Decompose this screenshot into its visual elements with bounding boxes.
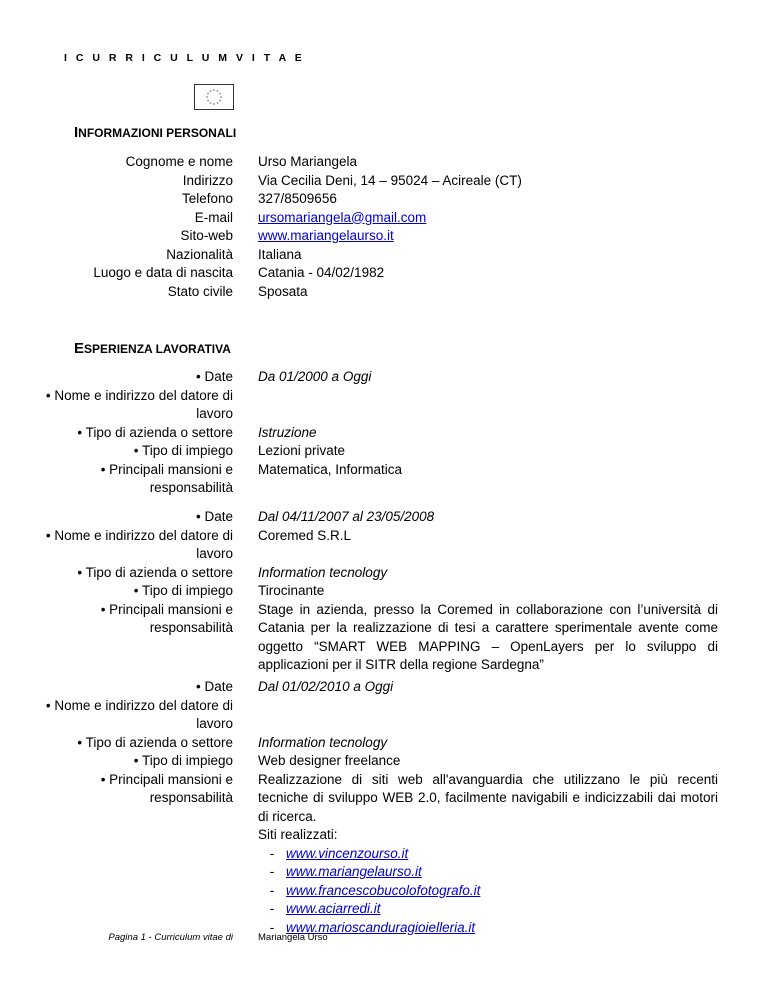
footer-page-info: Pagina 1 - Curriculum vitae di	[108, 932, 233, 943]
label-employer: • Nome e indirizzo del datore di	[45, 697, 233, 713]
label-duties: • Principali mansioni e	[100, 771, 233, 787]
job-2-duties: Stage in azienda, presso la Coremed in collaborazione con l’università di Catania per la realizzazione di tesi a carattere sperimentale avente come oggetto “SMART WEB MAPPING – OpenLayers per lo sviluppo di applicazioni per il SITR della regione Sardegna”	[258, 601, 718, 672]
label-job: • Tipo di impiego	[133, 583, 233, 598]
label-employer-cont: lavoro	[196, 716, 233, 731]
label-civil-status: Stato civile	[167, 283, 233, 299]
section-heading-experience: ESPERIENZA LAVORATIVA	[74, 340, 231, 357]
bullet-dash: -	[269, 864, 275, 879]
value-address: Via Cecilia Deni, 14 – 95024 – Acireale (CT)	[258, 172, 522, 188]
personal-labels	[93, 153, 233, 301]
website-link[interactable]: www.mariangelaurso.it	[258, 228, 394, 243]
label-duties-cont: responsabilità	[149, 790, 233, 805]
bullet-dash: -	[269, 919, 275, 935]
job-3-job: Web designer freelance	[258, 753, 401, 768]
label-duties: • Principali mansioni e	[100, 461, 233, 477]
value-nationality: Italiana	[258, 246, 302, 262]
label-date: • Date	[196, 679, 233, 694]
job-2-values	[258, 508, 718, 675]
job-3-duties: Realizzazione di siti web all'avanguardia che utilizzano le più recenti tecniche di sviluppo WEB 2.0, facilmente navigabili e indicizzabili dai motori di ricerca.	[258, 771, 718, 824]
label-sector: • Tipo di azienda o settore	[77, 424, 233, 440]
site-link[interactable]: www.vincenzourso.it	[286, 845, 409, 861]
label-address: Indirizzo	[182, 172, 233, 188]
site-link[interactable]: www.aciarredi.it	[286, 901, 381, 916]
label-job: • Tipo di impiego	[133, 753, 233, 768]
job-2-date: Dal 04/11/2007 al 23/05/2008	[258, 509, 435, 524]
label-duties: • Principali mansioni e	[100, 601, 233, 617]
job-2-labels	[46, 508, 233, 638]
section-heading-personal: INFORMAZIONI PERSONALI	[74, 124, 237, 141]
email-link[interactable]: ursomariangela@gmail.com	[258, 209, 427, 225]
job-2-job: Tirocinante	[258, 583, 325, 598]
job-3-employer	[258, 697, 718, 716]
sites-list	[258, 845, 718, 938]
value-phone: 327/8509656	[258, 191, 337, 206]
job-1-job: Lezioni private	[258, 443, 346, 458]
label-date: • Date	[196, 509, 233, 524]
personal-values	[258, 153, 522, 301]
value-birth: Catania - 04/02/1982	[258, 265, 385, 280]
eu-flag-icon	[194, 84, 234, 110]
job-1-employer	[258, 387, 402, 406]
label-birth: Luogo e data di nascita	[93, 265, 233, 280]
job-3-values	[258, 678, 718, 937]
label-employer-cont: lavoro	[196, 546, 233, 561]
label-employer: • Nome e indirizzo del datore di	[45, 387, 233, 403]
label-sector: • Tipo di azienda o settore	[77, 734, 233, 750]
footer-author: Mariangela Urso	[258, 932, 328, 943]
label-job: • Tipo di impiego	[133, 443, 233, 458]
bullet-dash: -	[269, 845, 275, 861]
label-sector: • Tipo di azienda o settore	[77, 564, 233, 580]
label-duties-cont: responsabilità	[149, 620, 233, 635]
site-link[interactable]: www.mariangelaurso.it	[286, 864, 422, 879]
sites-label: Siti realizzati:	[258, 827, 338, 842]
job-1-duties: Matematica, Informatica	[258, 461, 403, 477]
label-date: • Date	[196, 369, 233, 384]
bullet-dash: -	[269, 882, 275, 898]
value-name: Urso Mariangela	[258, 154, 358, 169]
job-1-values	[258, 368, 402, 479]
site-link[interactable]: www.francescobucolofotografo.it	[286, 882, 481, 898]
job-1-sector: Istruzione	[258, 424, 317, 440]
label-employer-cont: lavoro	[196, 406, 233, 421]
job-1-date: Da 01/2000 a Oggi	[258, 369, 372, 384]
job-2-sector: Information tecnology	[258, 564, 388, 580]
value-civil-status: Sposata	[258, 283, 308, 299]
job-3-date: Dal 01/02/2010 a Oggi	[258, 679, 394, 694]
label-name: Cognome e nome	[125, 154, 233, 169]
label-nationality: Nazionalità	[166, 246, 233, 262]
label-website: Sito-web	[180, 228, 233, 243]
label-email: E-mail	[194, 209, 233, 225]
job-1-labels	[46, 368, 233, 498]
document-title: I C U R R I C U L U M V I T A E	[64, 52, 305, 64]
label-duties-cont: responsabilità	[149, 480, 233, 495]
job-3-sector: Information tecnology	[258, 734, 388, 750]
job-3-labels	[46, 678, 233, 808]
label-phone: Telefono	[181, 191, 233, 206]
site-link[interactable]: www.marioscanduragioielleria.it	[286, 919, 476, 935]
label-employer: • Nome e indirizzo del datore di	[45, 527, 233, 543]
job-2-employer: Coremed S.R.L	[258, 527, 352, 543]
bullet-dash: -	[269, 901, 275, 916]
